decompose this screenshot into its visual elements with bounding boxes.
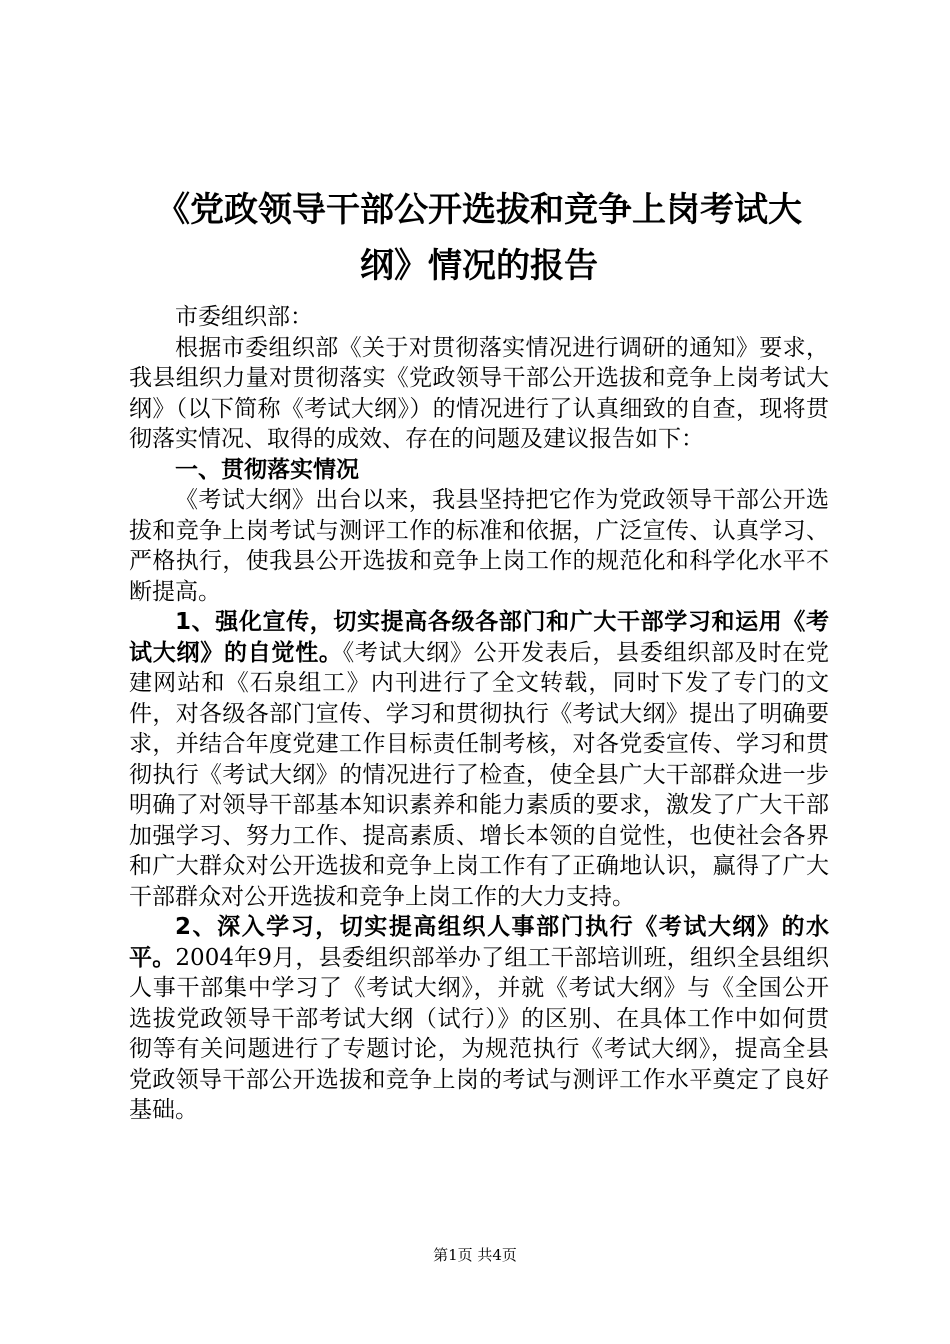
title-line-2: 纲》情况的报告	[360, 246, 598, 286]
item-body-2: 2004年9月，县委组织部举办了组工干部培训班，组织全县组织人事干部集中学习了《考试大纲》，并就《考试大纲》与《全国公开选拔党政领导干部考试大纲（试行）》的区别、在具体工作中如何贯彻等有关问题进行了专题讨论，为规范执行《考试大纲》，提高全县党政领导干部公开选拔和竞争上岗的考试与测评工作水平奠定了良好基础。	[129, 944, 830, 1123]
intro-paragraph: 根据市委组织部《关于对贯彻落实情况进行调研的通知》要求，我县组织力量对贯彻落实《党政领导干部公开选拔和竞争上岗考试大纲》（以下简称《考试大纲》）的情况进行了认真细致的自查，现将贯彻落实情况、取得的成效、存在的问题及建议报告如下：	[129, 334, 829, 452]
item-lead-1: 1、强化宣传，切实提高各级各部门和广大干部学习和运用《考试大纲》的自觉性。	[129, 609, 829, 666]
item-body-1: 《考试大纲》公开发表后，县委组织部及时在党建网站和《石泉组工》内刊进行了全文转载，同时下发了专门的文件，对各级各部门宣传、学习和贯彻执行《考试大纲》提出了明确要求，并结合年度党建工作目标责任制考核，对各党委宣传、学习和贯彻执行《考试大纲》的情况进行了检查，使全县广大干部群众进一步明确了对领导干部基本知识素养和能力素质的要求，激发了广大干部加强学习、努力工作、提高素质、增长本领的自觉性，也使社会各界和广大群众对公开选拔和竞争上岗工作有了正确地认识，赢得了广大干部群众对公开选拔和竞争上岗工作的大力支持。	[129, 639, 830, 910]
document-title	[129, 182, 829, 294]
item-paragraph-1	[129, 607, 829, 912]
title-line-1: 《党政领导干部公开选拔和竞争上岗考试大	[156, 190, 802, 230]
item-paragraph-2	[129, 912, 829, 1126]
section-heading: 一、贯彻落实情况	[175, 456, 359, 483]
page-footer: 第1页 共4页	[433, 1246, 517, 1264]
salutation: 市委组织部：	[175, 304, 313, 330]
section-paragraph: 《考试大纲》出台以来，我县坚持把它作为党政领导干部公开选拔和竞争上岗考试与测评工作的标准和依据，广泛宣传、认真学习、严格执行，使我县公开选拔和竞争上岗工作的规范化和科学化水平不断提高。	[129, 487, 829, 605]
item-lead-2: 2、深入学习，切实提高组织人事部门执行《考试大纲》的水平。	[129, 914, 829, 971]
document-content	[129, 182, 829, 1126]
